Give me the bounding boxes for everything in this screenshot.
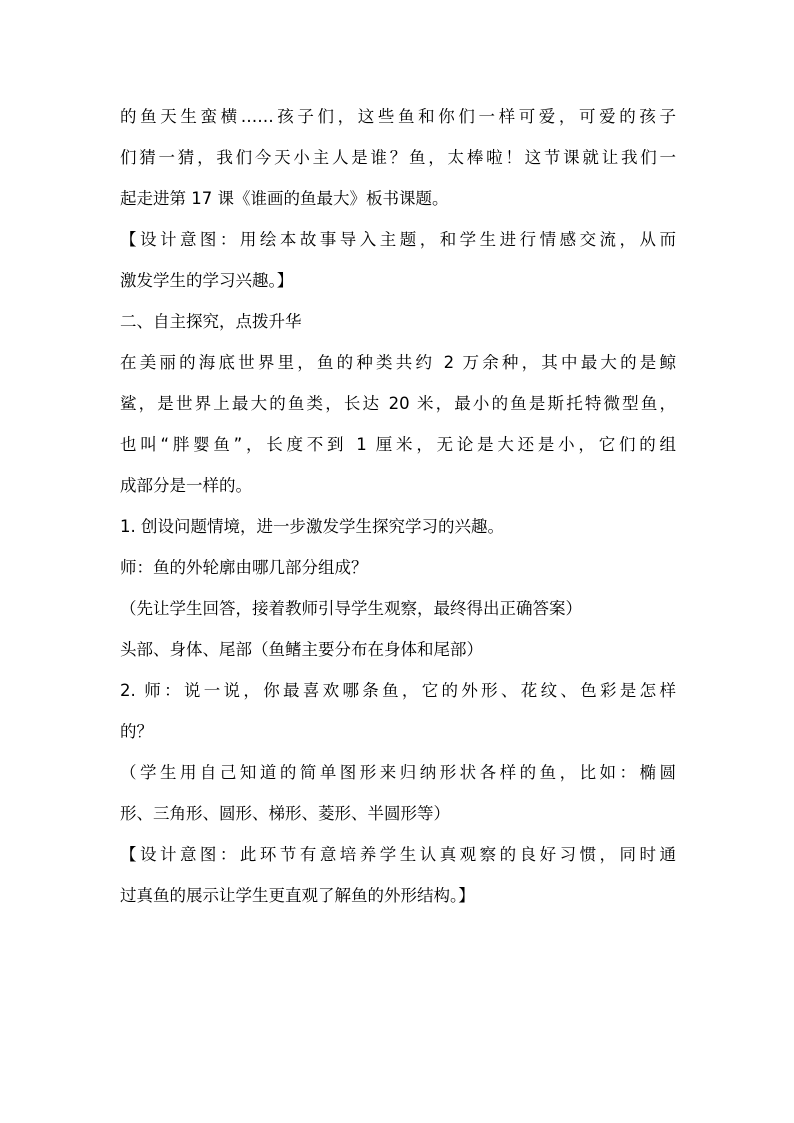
section-heading: 二、自主探究，点拨升华 [120, 312, 302, 331]
text-line: 在美丽的海底世界里，鱼的种类共约 2 万余种，其中最大的是鲸 [120, 353, 676, 372]
design-intent-line: 【设计意图：此环节有意培养学生认真观察的良好习惯，同时通 [120, 845, 676, 864]
text-line: 也叫“胖婴鱼”，长度不到 1 厘米，无论是大还是小，它们的组 [120, 435, 676, 454]
text-line: 起走进第 17 课《谁画的鱼最大》板书课题。 [120, 189, 449, 208]
answer-line: 头部、身体、尾部（鱼鳍主要分布在身体和尾部） [120, 640, 483, 659]
teacher-question: 师：鱼的外轮廓由哪几部分组成？ [120, 558, 368, 577]
text-line: 的鱼天生蛮横……孩子们，这些鱼和你们一样可爱，可爱的孩子 [120, 107, 676, 126]
text-line: 鲨，是世界上最大的鱼类，长达 20 米，最小的鱼是斯托特微型鱼， [120, 394, 676, 413]
document-body [120, 96, 676, 916]
numbered-item: 1. 创设问题情境，进一步激发学生探究学习的兴趣。 [120, 517, 504, 536]
design-intent-line: 过真鱼的展示让学生更直观了解鱼的外形结构。】 [120, 886, 475, 905]
design-intent-line: 激发学生的学习兴趣。】 [120, 271, 294, 290]
text-line: （学生用自己知道的简单图形来归纳形状各样的鱼，比如：椭圆 [120, 763, 676, 782]
text-line: 形、三角形、圆形、梯形、菱形、半圆形等） [120, 804, 450, 823]
design-intent-line: 【设计意图：用绘本故事导入主题，和学生进行情感交流，从而 [120, 230, 676, 249]
text-line: （先让学生回答，接着教师引导学生观察，最终得出正确答案） [120, 599, 582, 618]
numbered-item: 2. 师：说一说，你最喜欢哪条鱼，它的外形、花纹、色彩是怎样 [120, 681, 676, 700]
text-line: 成部分是一样的。 [120, 476, 252, 495]
text-line: 们猜一猜，我们今天小主人是谁？鱼，太棒啦！这节课就让我们一 [120, 148, 676, 167]
text-line: 的？ [120, 722, 153, 741]
